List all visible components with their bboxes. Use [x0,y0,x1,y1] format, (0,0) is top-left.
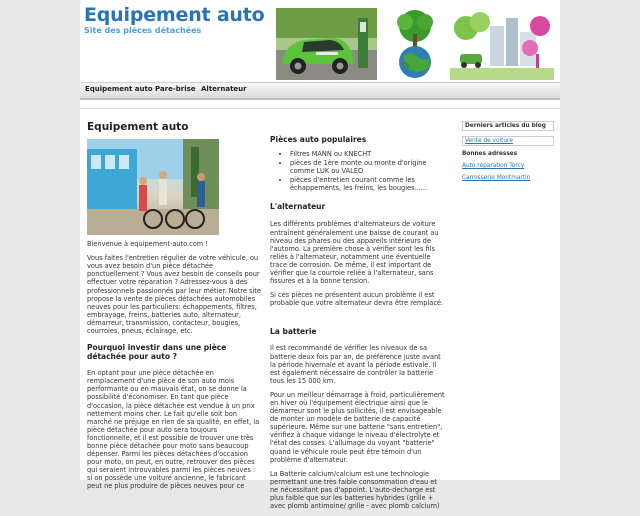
battery-paragraph-2: Pour un meilleur démarrage à froid, particulièrement en hiver où l'équipement électrique ainsi que le démarreur sont le plus sollicités, il est envisageable de monter un modèle de batterie de capacité supérieure. Même sur une batterie "sans entretien", vérifiez à chaque vidange le niveau d'électrolyte et l'état des cosses. L'allumage du voyant "batterie" quand le véhicule roule peut être témoin d'un problème d'alternateur. [270,390,445,464]
list-item: • Filtres MANN ou KNECHT [290,150,446,158]
page-wrapper [80,0,560,511]
address-link-carrosserie[interactable]: Carrosserie Montmartin [462,175,531,181]
why-paragraph: En optant pour une pièce détachée en remplacement d'une pièce de son auto mois performante ou en mauvais état, on se donne la possibilité d'économiser. En tant que pièce d'occasion, la pièce détachée est vendue à un prix nettement moins cher. Le fait qu'elle soit bon marché ne préjuge en rien de sa qualité, en effet, la pièce détachée pour auto sera toujours fonctionnelle, et il est possible de trouver une très bonne pièce détachée pour moto sans beaucoup dépenser. Parmi les pièces détachées d'occasion pour moto, on peut, en outre, retrouver des pièces qui seraient introuvables parmi les pièces neuves : si on possède une voiture ancienne, le fabricant peut ne plus produire de pièces neuves pour ce [87,369,260,491]
secondary-column [270,135,446,516]
battery-heading: La batterie [270,327,317,337]
nav-item-alternateur[interactable]: Alternateur [201,85,247,93]
site-subtitle: Site des pièces détachées [84,26,202,35]
tram-cyclists-photo [87,139,219,235]
alternator-paragraph-1: Les différents problèmes d'alternateurs de voiture entraînent généralement une baisse de courant au niveau des phares ou des appareils intérieurs de l'automo. La première chose à vérifier sont les fils reliés à l'alternateur, notamment une éventuelle trace de corrosion. De même, il est important de vérifier que la courroie reliée à l'alternateur, sans fissures et à la bonne tension. [270,220,439,286]
globe-tree-image [385,8,445,80]
welcome-text: Bienvenue à equipement-auto.com ! [87,240,208,249]
green-car-image [276,8,377,80]
site-header [80,0,560,82]
battery-paragraph-3: La Batterie calcium/calcium est une technologie permettant une très faible consommation d'eau et ne nécessitant pas d'appoint. L'auto-decharge est plus faible que sur les batteries hybrides (grille + avec plomb antimoine/ grille - avec plomb calcium) [270,469,440,511]
site-title[interactable]: Equipement auto [84,4,265,26]
list-item: • pièces de 1ère monte ou monte d'origine comme LUK ou VALEO [290,159,446,175]
page-title: Equipement auto [87,121,189,133]
address-link-auto-reparation[interactable]: Auto réparation Torcy [462,163,525,169]
battery-paragraph-1: Il est recommandé de vérifier les niveaux de sa batterie deux fois par an, de préférence juste avant la période hivernale et avant la période estivale. Il est également nécessaire de contrôler la batterie tous les 15 000 km. [270,344,441,385]
alternator-heading: L'alternateur [270,202,326,212]
latest-article-link[interactable]: Vente de voiture [462,136,554,146]
nav-item-equipement-auto[interactable]: Equipement auto [85,85,153,93]
nav-item-pare-brise[interactable]: Pare-brise [155,85,196,93]
alternator-paragraph-2: Si ces pièces ne présentent aucun problème il est probable que votre alternateur devra être remplacé. [270,291,444,308]
eco-city-illustration [450,8,554,80]
main-column [87,123,262,497]
list-item: • pièces d'entretien courant comme les échappements, les freins, les bougies...... [290,176,446,192]
popular-heading: Pièces auto populaires [270,135,367,144]
main-nav [80,82,560,100]
good-addresses-title: Bonnes adresses [462,151,518,157]
latest-articles-title: Derniers articles du blog [462,121,554,131]
why-heading: Pourquoi investir dans une pièce détachée pour auto ? [87,343,227,362]
content-area [80,108,560,511]
intro-paragraph: Vous faites l'entretien régulier de votre véhicule, ou vous avez besoin d'un pièce détachée ponctuellement ? Vous avez besoin de conseils pour effectuer votre réparation ? Adressez-vous à des professionnels passionnés par leur métier. Notre site propose la vente de pièces détachées automobiles neuves pour les particuliers: échappements, filtres, embrayage, freins, batteries auto, alternateur, démarreur, transmission, contacteur, bougies, courroies, pneus, éclairage, etc. [87,254,261,336]
popular-list [290,150,446,192]
sidebar [462,121,554,187]
